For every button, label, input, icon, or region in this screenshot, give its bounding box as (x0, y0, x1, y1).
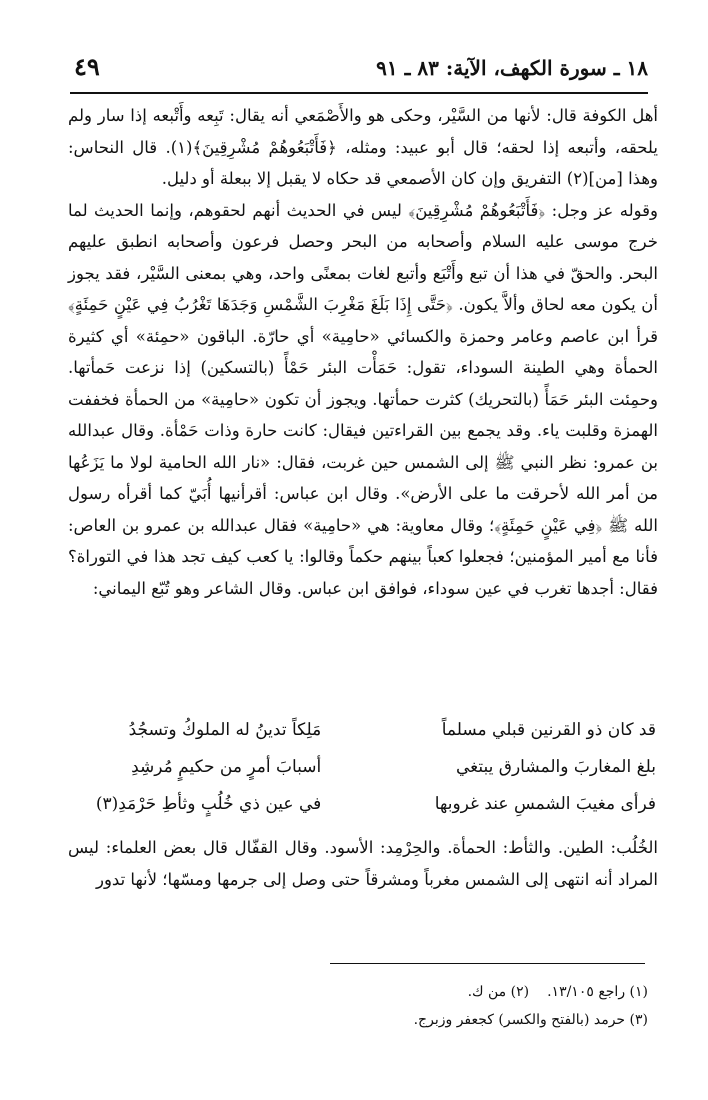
poem-block (70, 712, 656, 823)
poem-verse (70, 749, 656, 786)
running-title: ١٨ ـ سورة الكهف، الآية: ٨٣ ـ ٩١ (376, 56, 648, 80)
poem-verse (70, 712, 656, 749)
poem-verse (70, 786, 656, 823)
verse-second-hemistich: مَلِكاً تدينُ له الملوكُ وتسجُدُ (128, 720, 322, 740)
verse-second-hemistich: في عين ذي خُلُبٍ وثأطِ حَرْمَدِ(٣) (95, 794, 322, 814)
closing-paragraph: الخُلُب: الطين. والثأط: الحمأة. والحِرْمِد: الأسود. وقال القفّال قال بعض العلماء: ليس المراد أنه انتهى إلى الشمس مغرباً ومشرقاً حتى وصل إلى جرمها ومسّها؛ لأنها تدور (68, 838, 658, 889)
footnotes (148, 978, 648, 1034)
verse-first-hemistich: بلغ المغاربَ والمشارق يبتغي (456, 757, 656, 777)
footnote-3: (٣) حرمد (بالفتح والكسر) كجعفر وزبرج. (413, 1012, 648, 1028)
main-text (68, 100, 658, 604)
footnote-1: (١) راجع ١٣/١٠٥. (547, 984, 648, 1000)
verse-first-hemistich: فرأى مغيبَ الشمسِ عند غروبها (434, 794, 656, 814)
verse-second-hemistich: أسبابَ أمرٍ من حكيمٍ مُرشِدِ (131, 757, 322, 777)
paragraph: أهل الكوفة قال: لأنها من السَّيْر، وحكى هو والأَصْمَعي أنه يقال: تَبِعه وأَتْبعه إذا سار ولم يلحقه، وأتبعه إذا لحقه؛ قال أبو عبيد: ومثله، ﴿فَأَتْبَعُوهُمْ مُشْرِقِينَ﴾(١). قال النحاس: وهذا [من](٢) التفريق وإن كان الأصمعي قد حكاه لا يقبل إلا ببعلة أو دليل. (68, 106, 658, 188)
footnote-2: (٢) من ك. (467, 984, 530, 1000)
page-number: ٤٩ (74, 52, 100, 81)
footnote-divider (330, 963, 645, 964)
footnote-line (148, 978, 648, 1006)
page-header (70, 52, 648, 94)
paragraph: وقوله عز وجل: ﴿فَأَتْبَعُوهُمْ مُشْرِقِينَ﴾ ليس في الحديث أنهم لحقوهم، وإنما الحديث لما خرج موسى عليه السلام وأصحابه من البحر وحصل فرعون وأصحابه انطبق عليهم البحر. والحقّ في هذا أن تبع وأَتْبَع وأتبع لغات بمعنًى واحد، وهي بمعنى السَّيْر، فقد يجوز أن يكون معه لحاق وألاَّ يكون. ﴿حَتَّى إِذَا بَلَغَ مَغْرِبَ الشَّمْسِ وَجَدَهَا تَغْرُبُ فِي عَيْنٍ حَمِئَةٍ﴾ قرأ ابن عاصم وعامر وحمزة والكسائي «حامِية» أي حارّة. الباقون «حمِئة» أي كثيرة الحمأة وهي الطينة السوداء، تقول: حَمَأْت البئر حَمْأً (بالتسكين) إذا نزعت حَمأتها. وحمِئت البئر حَمَأً (بالتحريك) كثرت حمأتها. ويجوز أن تكون «حامِية» من الحمأة فخففت الهمزة وقلبت ياء. وقد يجمع بين القراءتين فيقال: كانت حارة وذات حَمْأة. وقال عبدالله بن عمرو: نظر النبي ﷺ إلى الشمس حين غربت، فقال: «نار الله الحامية لولا ما يَزَعُها من أمر الله لأحرقت ما على الأرض». وقال ابن عباس: أقرأنيها أُبَيّ كما أقرأه رسول الله ﷺ ﴿فِي عَيْنٍ حَمِئَةٍ﴾؛ وقال معاوية: هي «حامِية» فقال عبدالله بن عمرو بن العاص: فأنا مع أمير المؤمنين؛ فجعلوا كعباً بينهم حكماً وقالوا: يا كعب كيف تجد هذا في التوراة؟ فقال: أجدها تغرب في عين سوداء، فوافق ابن عباس. وقال الشاعر وهو تُبّع اليماني: (68, 200, 658, 598)
verse-first-hemistich: قد كان ذو القرنين قبلي مسلماً (441, 720, 656, 740)
